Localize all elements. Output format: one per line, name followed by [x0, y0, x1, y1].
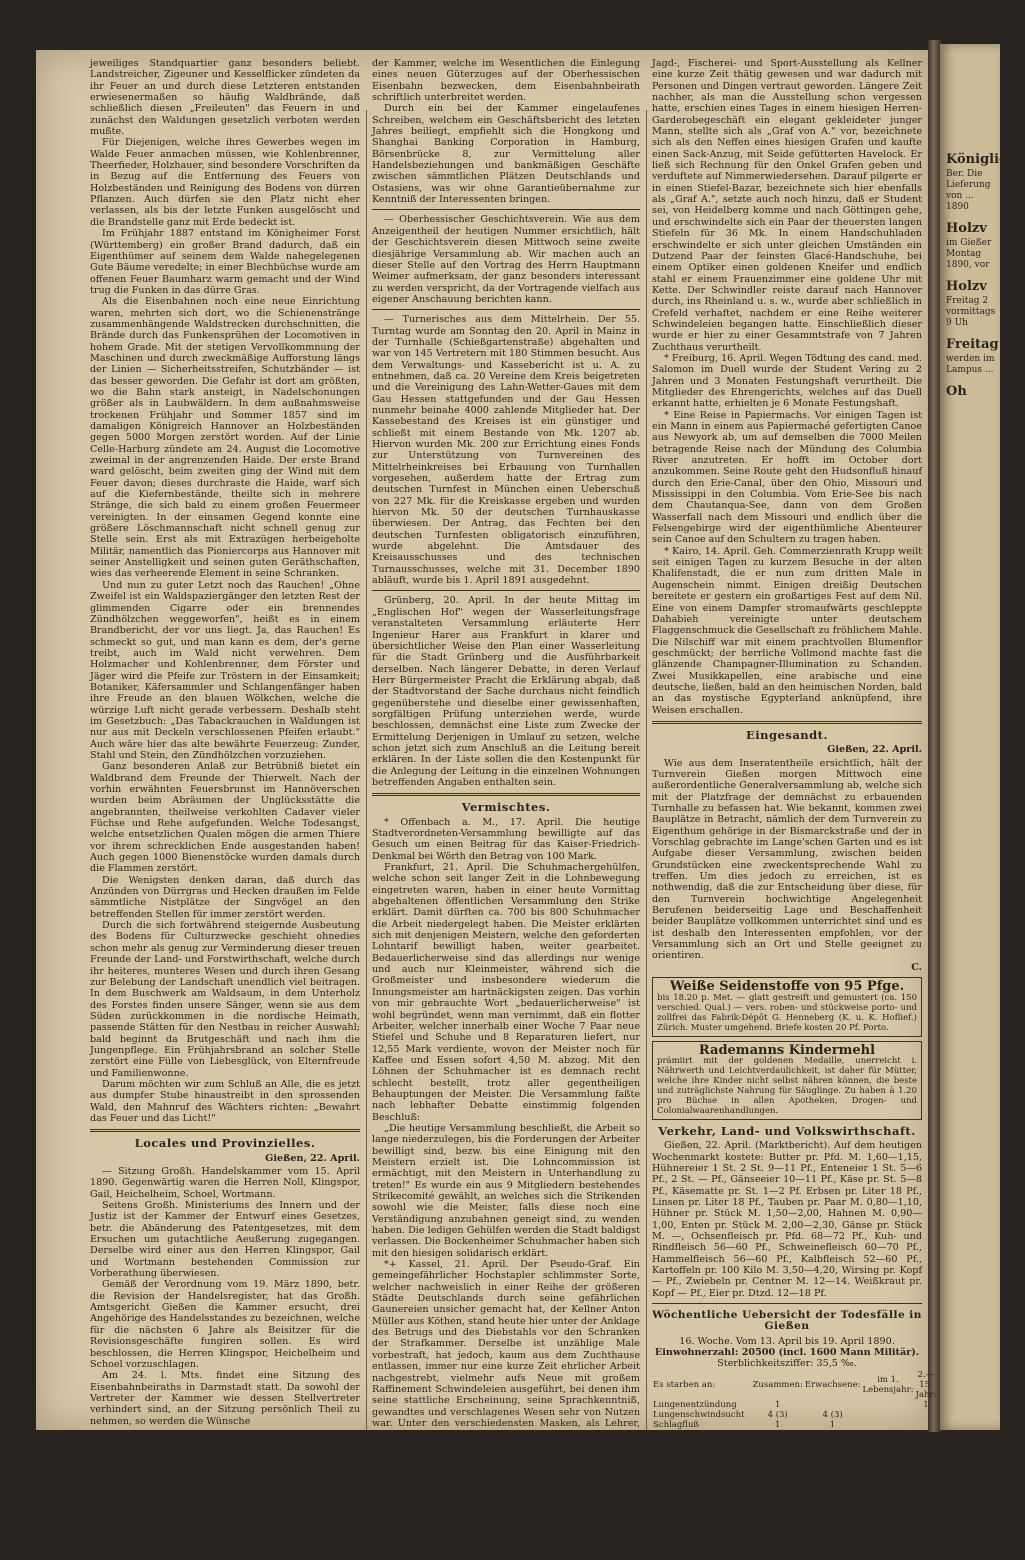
column-divider	[646, 110, 647, 1430]
ad-title: Rademanns Kindermehl	[698, 1042, 876, 1058]
table-cell: 1 (1)	[915, 1469, 937, 1480]
table-cell: 4	[885, 1514, 891, 1525]
facing-page-text	[946, 144, 1025, 401]
facing-text-1: Ber. Die Lieferung von ... 1890	[946, 169, 991, 212]
table-cell: 1	[774, 1499, 781, 1510]
facing-text-2: im Gießer Montag 1890, vor	[946, 238, 992, 270]
table-cell: Altersschwäche	[653, 1499, 721, 1510]
article-paragraph: Gießen, 22. April. (Marktbericht). Auf dem heutigen Wochenmarkt kostete: Butter pr. Pfd. M. 1,60—1,15, Hühnereier 1 St. 2 St. 9—11 Pf., Enteneier 1 St. 5—6 Pf., 2 St. — Pf., Gänseeier 10—11 Pf., Käse pr. St. 5—8 Pf., Käsematte pr. St. 1—2 Pf. Erbsen pr. Liter 18 Pf., Linsen pr. Liter 18 Pf., Tauben pr. Paar M. 0,80—1,10, Hühner pr. Stück M. 1,50—2,00, Hahnen M. 0,90—1,00, Enten pr. Stück M. 2,00—2,30, Gänse pr. Stück M. —, Ochsenfleisch pr. Pfd. 68—72 Pf., Kuh- und Rindfleisch 56—60 Pf., Schweinefleisch 60—70 Pf., Hammelfleisch 56—60 Pf., Kalbfleisch 52—60 Pf., Kartoffeln pr. 100 Kilo M. 3,50—4,20, Wirsing pr. Kopf — Pf., Zwiebeln pr. Centner M. 12—14. Weißkraut pr. Kopf — Pf., Eier pr. Dtzd. 12—18 Pf.	[652, 1140, 922, 1299]
article-paragraph: Und nun zu guter Letzt noch das Rauchen! „Ohne Zweifel ist ein Waldspaziergänger den letzten Rest der glimmenden Cigarre oder ein brennendes Zündhölzchen weggeworfen", heißt es in einem Brandbericht, der vor uns liegt. Ja, das Rauchen! Es schmeckt so gut, und man kann es dem, der's gerne treibt, auch im Wald nicht verwehren. Dem Holzmacher und Kohlenbrenner, dem Förster und Jäger wird die Pfeife zur Tröstern in der Einsamkeit; Botaniker, Käfersammler und Schlangenfänger haben ihre Freude an den blauen Wölkchen, welche die würzige Luft nicht gerade verbessern. Deshalb steht im Gesetzbuch: „Das Tabackrauchen in Waldungen ist nur aus mit Deckeln verschlossenen Pfeifen erlaubt." Auch wäre hier das alte bewährte Feuerzeug: Zunder, Stahl und Stein, den Zündhölzchen vorzuziehen.	[90, 579, 360, 761]
table-row	[652, 1490, 937, 1500]
table-cell: 1	[829, 1419, 836, 1430]
column-3	[652, 58, 937, 1560]
table-cell: 1	[885, 1429, 891, 1440]
table-cell	[861, 1450, 914, 1460]
article-paragraph: — Sitzung Großh. Handelskammer vom 15. April 1890. Gegenwärtig waren die Herren Noll, Klingspor, Gail, Heichelheim, Schoel, Wortmann.	[90, 1166, 360, 1200]
article-paragraph: der Kammer, welche im Wesentlichen die Einlegung eines neuen Güterzuges auf der Oberhessischen Eisenbahn bezwecken, dem Eisenbahnbeirath schriftlich unterbreitet werden.	[372, 58, 640, 104]
table-cell: 1	[774, 1449, 781, 1460]
table-row	[652, 1460, 937, 1470]
table-cell	[915, 1480, 938, 1490]
table-header: 2.—15. Jahr:	[915, 1369, 937, 1400]
table-header: Zusammen:	[752, 1379, 803, 1390]
death-statistics-period: 16. Woche. Vom 13. April bis 19. April 1890.	[679, 1335, 895, 1347]
table-cell: Lungenschwindsucht	[653, 1409, 745, 1420]
table-cell: 4 (3)	[767, 1409, 788, 1420]
dateline: Gießen, 22. April.	[827, 744, 922, 756]
column-divider	[366, 110, 367, 1430]
table-cell: 1 (1)	[767, 1489, 788, 1500]
article-paragraph: Jagd-, Fischerei- und Sport-Ausstellung als Kellner eine kurze Zeit thätig gewesen und war dadurch mit Personen und Dingen vertraut geworden. Längere Zeit nachher, als man die Ausstellung schon vergessen hatte, erschien eines Tages in einem hiesigen Herren-Garderobegeschäft ein elegant gekleideter junger Mann, stellte sich als „Graf von A." vor, bezeichnete sich als den Neffen eines hiesigen Grafen und kaufte einen Sack-Anzug, mit Seide gefütterten Havelock. Er ließ sich Rechnung für den Onkel Grafen geben und verduftete auf Nimmerwiedersehen. Darauf pilgerte er in einen Stiefel-Bazar, bezeichnete sich hier ebenfalls als „Graf A.", setzte auch noch hinzu, daß er Student sei, von Heidelberg komme und nach Göttingen gehe, und erschwindelte sich ein Paar der theuersten langen Stiefeln für 36 Mk. In einem Handschuhladen erschwindelte er sich unter gleichen Umständen ein Dutzend Paar der feinsten Glacé-Handschuhe, bei einem Optiker einen goldenen Kneifer und endlich stahl er einem Frauenzimmer eine goldene Uhr mit Kette. Der Schwindler reiste darauf nach Hannover durch, ins Rheinland u. s. w., wurde aber schließlich in Crefeld verhaftet, nachdem er eine Reihe weiterer Schwindeleien begangen hatte. Einschließlich dieser wurde er hier zu einer Gesammtstrafe von 7 Jahren Zuchthaus verurtheilt.	[652, 58, 922, 353]
table-cell	[804, 1480, 862, 1490]
table-cell: Schlagfluß	[653, 1419, 700, 1430]
table-cell	[915, 1420, 938, 1430]
table-cell: 1	[774, 1459, 781, 1470]
table-row	[652, 1500, 937, 1510]
facing-heading-1: Königliche	[946, 152, 1025, 167]
table-cell: 1	[829, 1499, 836, 1510]
table-cell	[804, 1440, 862, 1450]
article-paragraph: Für Diejenigen, welche ihres Gewerbes wegen im Walde Feuer anmachen müssen, wie Kohlenbrenner, Theerfieder, Holzhauer, sind besondere Vorschriften da in Bezug auf die Entfernung des Feuers von Holzbeständen und Reinigung des Bodens von dürren Pflanzen. Auch dürfen sie den Platz nicht eher verlassen, als bis der letzte Funken ausgelöscht und die Brandstelle ganz mit Erde bedeckt ist.	[90, 137, 360, 228]
table-cell: 8 (3)	[821, 1514, 845, 1525]
table-cell: 1	[774, 1479, 781, 1490]
article-paragraph: Durch ein bei der Kammer eingelaufenes Schreiben, welchem ein Geschäftsbericht des letzten Jahres beiliegt, empfiehlt sich die Hongkong und Shanghai Banking Corporation in Hamburg, Börsenbrücke 8, zur Vermittelung aller Handelsbeziehungen und bankmäßigen Geschäfte zwischen sämmtlichen Plätzen Deutschlands und Ostasiens, was wir ohne Garantieübernahme zur Kenntniß der Interessenten bringen.	[372, 103, 640, 206]
death-statistics-note: Anm. Die in Klammern gesetzten Ziffern geben an, wie viele der Todesfälle in der betreffenden Krankheit auf von Auswärts nach Gießen gebrachte Kranke kommen.	[652, 1529, 922, 1560]
table-cell: 1	[774, 1419, 781, 1430]
article-paragraph: Wie aus dem Inseratentheile ersichtlich, hält der Turnverein Gießen morgen Mittwoch eine außerordentliche Generalversammlung ab, welche sich mit der Platzfrage der demnächst zu erbauenden Turnhalle zu befassen hat. Wie bekannt, kommen zwei Bauplätze in Betracht, nämlich der dem Turnverein zu Eigenthum gehörige in der Bismarckstraße und der in Vorschlag gebrachte im Lange'schen Garten und es ist Aufgabe dieser Versammlung, zwischen beiden Grundstücken eine zweckentsprechende Wahl zu treffen. Um dies jedoch zu erreichen, ist es nothwendig, daß die zur Entscheidung über diese, für den Turnverein hochwichtige Angelegenheit Berufenen beiderseitig Lage und Beschaffenheit beider Bauplätze vollkommen unterrichtet sind und es ist deshalb den Interessenten empfohlen, vor der Versammlung sich an Ort und Stelle geeignet zu orientiren.	[652, 757, 922, 962]
table-cell	[861, 1490, 914, 1500]
facing-heading-2: Holzv	[946, 221, 987, 236]
article-paragraph: * Eine Reise in Papiermachs. Vor einigen Tagen ist ein Mann in einem aus Papiermaché gefertigten Canoe aus Newyork ab, um auf demselben die 7000 Meilen betragende Reise nach der Mündung des Columbia River anzutreten. Er hofft im October dort anzukommen. Seine Route geht den Hudsonfluß hinauf durch den Erie-Canal, über den Ohio, Missouri und Mississippi in den Columbia. Vom Erie-See bis nach dem Chautanqua-See, dann von dem Großen Wasserfall nach dem Missouri und endlich über die Felsengebirge wird der eigenthümliche Abenteurer sein Canoe auf den Schultern zu tragen haben.	[652, 409, 922, 546]
table-cell	[915, 1440, 938, 1450]
table-row	[652, 1480, 937, 1490]
table-cell	[804, 1430, 862, 1440]
table-cell: Diarrhoe	[653, 1459, 692, 1470]
table-header: Es starben an:	[653, 1379, 716, 1390]
table-cell: 1	[774, 1439, 781, 1450]
table-row	[652, 1420, 937, 1430]
article-paragraph: „Die heutige Versammlung beschließt, die Arbeit so lange niederzulegen, bis die Forderungen der Arbeiter bewilligt sind, bezw. bis eine Einigung mit den Meistern erzielt ist. Die Lohncommission ist ermächtigt, mit den Meistern in Unterhandlung zu treten!" Es wurde ein aus 9 Mitgliedern bestehendes Strikecomité gewählt, an welches sich die Strikenden sowohl wie die Meister, falls diese noch eine Verständigung anzubahnen geneigt sind, zu wenden haben. Die ledigen Gehülfen werden die Stadt baldigst verlassen. Die Bockenheimer Schuhmacher haben sich mit den hiesigen solidarisch erklärt.	[372, 1122, 640, 1259]
article-paragraph: * Kairo, 14. April. Geh. Commerzienrath Krupp weilt seit einigen Tagen zu kurzem Besuche in der alten Khalifenstadt, die er nun zum dritten Male in Augenschein nimmt. Einigen dreißig Deutschen bereitete er gestern ein großartiges Fest auf dem Nil. Eine von einem Dampfer stromaufwärts geschleppte Dahabieh vereinigte unter deutschem Flaggenschmuck die Gesellschaft zu fröhlichem Mahle. Die Nilschiff war mit einem prachtvollen Blumenflor geschmückt; der herrliche Vollmond machte fast die glänzende Champagner-Illumination zu Schanden. Zwei Musikkapellen, eine arabische und eine deutsche, ließen, bald an den heimischen Norden, bald an das mystische Egypterland anknüpfend, ihre Weisen erschallen.	[652, 545, 922, 716]
article-paragraph: Die Wenigsten denken daran, daß durch das Anzünden von Dürrgras und Hecken draußen im Felde sämmtliche Nistplätze der Singvögel an den betreffenden Stellen für immer zerstört werden.	[90, 874, 360, 920]
article-paragraph: Als die Eisenbahnen noch eine neue Einrichtung waren, mehrten sich dort, wo die Schienenstränge zusammenhängende Waldstrecken durchschnitten, die Brände durch das Funkensprühen der Locomotiven in hohem Grade. Mit der stetigen Vervollkommnung der Maschinen und durch zweckmäßige Aufforstung längs der Linien — Sicherheitsstreifen, Schutzbänder — ist das besser geworden. Die Gefahr ist dort am größten, wo die Bahn stark ansteigt, in Nadelschonungen größer als in Laubwäldern. In dem außnahmsweise trockenen Frühjahr und Sommer 1857 sind im damaligen Königreich Hannover an Holzbeständen gegen 5000 Morgen zerstört worden. Auf der Linie Celle-Harburg zündete am 24. August die Locomotive zweimal in der angrenzenden Haide. Der erste Brand ward gelöscht, beim zweiten ging der Wind mit dem Feuer davon; dieses durchraste die Haide, warf sich auf die Kiefernbestände, theilte sich in mehrere Stränge, die sich bald zu einem großen Feuermeer vereinigten. In der einsamen Gegend konnte eine größere Löschmannschaft nicht schnell genug zur Stelle sein. Erst als mit Extrazügen herbeigeholte Militär, namentlich das Pioniercorps aus Hannover mit seiner Anstelligkeit und seinen guten Geräthschaften, wies das verheerende Element in seine Schranken.	[90, 296, 360, 580]
article-paragraph: Ganz besonderen Anlaß zur Betrübniß bietet ein Waldbrand dem Freunde der Thierwelt. Nach der vorhin erwähnten Feuersbrunst im Hannöverschen wurden beim Abräumen der Unglücksstätte die angebrannten, theilweise verkohlten Cadaver vieler Füchse und Rehe aufgefunden. Welche Todesangst, welche entsetzlichen Qualen mögen die armen Thiere vor ihrem schrecklichen Ende ausgestanden haben! Auch gegen 1000 Bienenstöcke wurden damals durch die Flammen zerstört.	[90, 761, 360, 875]
column-2	[372, 58, 640, 1486]
ad-body: prämiirt mit der goldenen Medaille, unerreicht i. Nährwerth und Leichtverdaulichkeit, ist daher für Mütter, welche ihre Kinder nicht selbst nähren können, die beste und zuträglichste Nahrung für Säuglinge. Zu haben à 1.20 pro Büchse in allen Apotheken, Drogen- und Colonialwaarenhandlungen.	[657, 1055, 917, 1116]
table-cell: 4 (3)	[822, 1409, 843, 1420]
article-paragraph: Grünberg, 20. April. In der heute Mittag im „Englischen Hof" wegen der Wasserleitungsfrage veranstalteten Versammlung erläuterte Herr Ingenieur Harer aus Frankfurt in klarer und übersichtlicher Weise den Plan einer Wasserleitung für die Stadt Grünberg und die Ausführbarkeit derselben. Nach längerer Debatte, in deren Verlauf Herr Bürgermeister Pracht die Erklärung abgab, daß der Stadtvorstand der Sache durchaus nicht feindlich gegenüberstehe und dieselbe einer gewissenhaften, sorgfältigen Prüfung unterziehen werde, wurde beschlossen, demnächst eine Liste zum Zwecke der Ermittelung Derjenigen in Umlauf zu setzen, welche schon jetzt sich zum Anschluß an die Leitung bereit erklären. In der Liste sollen die den Kostenpunkt für die Anlegung der Leitung in die einzelnen Wohnungen betreffenden Angaben enthalten sein.	[372, 595, 640, 788]
article-rule	[372, 309, 640, 310]
table-cell	[861, 1500, 914, 1510]
table-header-row	[652, 1370, 937, 1400]
table-cell	[861, 1410, 914, 1420]
table-cell: Neubildung im Gehirn	[653, 1469, 750, 1480]
death-statistics-rate: Sterblichkeitsziffer: 35,5 ‰.	[717, 1358, 857, 1370]
table-cell: 1	[774, 1399, 781, 1410]
table-cell: 14 (5)	[763, 1514, 793, 1525]
article-paragraph: — Oberhessischer Geschichtsverein. Wie aus dem Anzeigentheil der heutigen Nummer ersichtlich, hält der Geschichtsverein diesen Mittwoch seine zweite diesjährige Versammlung ab. Wir machen auch an dieser Stelle auf den Vortrag des Herrn Hauptmann Weimer aufmerksam, der ganz besonders interessant zu werden verspricht, da der Vortragende vielfach aus eigener Anschauung berichten kann.	[372, 214, 640, 305]
table-cell	[915, 1430, 938, 1440]
table-row	[652, 1430, 937, 1440]
table-cell: Lungenentzündung	[653, 1399, 737, 1410]
section-heading-local: Locales und Provinzielles.	[134, 1136, 316, 1151]
table-cell	[915, 1500, 938, 1510]
dateline: Gießen, 22. April.	[265, 1152, 360, 1164]
article-paragraph: *+ Kassel, 21. April. Der Pseudo-Graf. Ein gemeingefährlicher Hochstapler schlimmster Sorte, welcher nachweislich in einer Reihe der größeren Städte Deutschlands durch seine gefährlichen Gaunereien unsicher gemacht hat, der Kellner Anton Müller aus Köthen, stand heute hier unter der Anklage des Betrugs und des Diebstahls vor den Schranken der Strafkammer. Derselbe ist unzählige Male vorbestraft, hat jedoch, kaum aus dem Zuchthause entlassen, immer nur eine kurze Zeit ehrlicher Arbeit nachgestrebt, vielmehr aufs Neue mit großem Raffinement Schwindeleien ausgeführt, bei denen ihm seine stattliche Erscheinung, seine Sprachkenntniß, gewandtes und verschlagenes Wesen sehr von Nutzen war. Unter den verschiedensten Masken, als Lehrer, Schauspieler, Student, Collecteur u. s. w., hat er sich in das Vertrauen seiner Mitmenschen eingeschlichen und dieselben auf das Schändlichste betrogen. Seine letzte Gastrolle gab er als „Graf" hier in Kassel. Er war im Sommer v. J. auf der hiesigen	[372, 1259, 640, 1486]
table-cell: Bauchfellentzündung	[653, 1449, 745, 1460]
facing-text-3: Freitag 2 vormittags 9 Uh	[946, 296, 996, 328]
table-cell: 1	[774, 1429, 781, 1440]
table-cell	[915, 1450, 938, 1460]
article-paragraph: Im Frühjahr 1887 entstand im Königheimer Forst (Württemberg) ein großer Brand dadurch, daß ein Eigenthümer auf seinem dem Walde nahegelegenen Gute Bäume veredelte; in einer Blechbüchse wurde am offenen Feuer Baumharz warm gemacht und der Wind trug die Funken in das dürre Gras.	[90, 228, 360, 296]
facing-text-4: werden im Lampus ...	[946, 354, 995, 375]
table-cell	[915, 1410, 938, 1420]
table-cell: Summa:	[653, 1514, 692, 1525]
section-rule	[652, 721, 922, 724]
table-header: im 1. Lebensjahr:	[862, 1374, 914, 1395]
article-paragraph: Am 24. l. Mts. findet eine Sitzung des Eisenbahnbeiraths in Darmstadt statt. Da sowohl der Vertreter der Kammer wie dessen Stellvertreter verhindert sind, an der Sitzung persönlich Theil zu nehmen, so werden die Wünsche	[90, 1370, 360, 1427]
article-paragraph: Durch die sich fortwährend steigernde Ausbeutung des Bodens für Culturzwecke geschieht ohnedies schon mehr als genug zur Verminderung dieser treuen Freunde der Land- und Forstwirthschaft, welche durch ihr heiteres, munteres Wesen und durch ihren Gesang zur Belebung der Landschaft unendlich viel beitragen. In dem Buschwerk am Waldsaum, in dem Unterholz des Forstes finden unsere Sänger, wenn sie aus dem Süden zurückkommen in die nordische Heimath, passende Stätten für den Nestbau in reicher Auswahl; bald beginnt da Brutgeschäft und nach ihm die Jungenpflege. Ein Frühjahrsbrand an solcher Stelle zerstört eine Fülle von Liebesglück, von Elternfreude und Familienwonne.	[90, 920, 360, 1079]
table-cell	[861, 1420, 914, 1430]
article-rule	[372, 209, 640, 210]
facing-heading-5: Oh	[946, 384, 967, 399]
table-cell	[915, 1490, 938, 1500]
table-cell: 1 (1)	[822, 1489, 843, 1500]
advertisement-kindermehl	[652, 1041, 922, 1120]
section-heading-market: Verkehr, Land- und Volkswirthschaft.	[658, 1123, 916, 1138]
article-paragraph: Seitens Großh. Ministeriums des Innern und der Justiz ist der Kammer der Entwurf eines Gesetzes, betr. die Abänderung des Patentgesetzes, mit dem Ersuchen um gutachtliche Aeußerung zugegangen. Derselbe wird einer aus den Herren Klingspor, Gail und Wortmann bestehenden Commission zur Vorberathung überwiesen.	[90, 1200, 360, 1280]
article-paragraph: — Turnerisches aus dem Mittelrhein. Der 55. Turntag wurde am Sonntag den 20. April in Mainz in der Turnhalle (Schießgartenstraße) abgehalten und war von 145 Vertretern mit 180 Stimmen besucht. Aus dem Verwaltungs- und Kassebericht ist u. A. zu entnehmen, daß ca. 20 Vereine dem Kreis beigetreten und die Vereinigung des Lahn-Wetter-Gaues mit dem Gau Hessen stattgefunden und der Gau Hessen nunmehr beinahe 4000 zahlende Mitglieder hat. Der Kassebestand des Kreises ist ein günstiger und schließt mit einem Bestande von Mk. 1207 ab. Hiervon wurden Mk. 200 zur Errichtung eines Fonds zur Unterstützung von Turnvereinen des Mittelrheinkreises bei Erbauung von Turnhallen vorgesehen, außerdem hatte der Ertrag zum deutschen Turnfest in München einen Ueberschuß von 227 Mk. für die Kreiskasse ergeben und wurden hiervon Mk. 50 der deutschen Turnhauskasse überwiesen. Der Antrag, das Fechten bei den deutschen Turnfesten obligatorisch einzuführen, wurde abgelehnt. Die Amtsdauer des Kreisausschusses und des technischen Turnausschusses, welche mit 31. December 1890 abläuft, wurde bis 1. April 1891 ausgedehnt.	[372, 314, 640, 587]
article-paragraph: Frankfurt, 21. April. Die Schuhmachergehülfen, welche schon seit langer Zeit in die Lohnbewegung eingetreten waren, haben in einer heute Vormittag abgehaltenen öffentlichen Versammlung den Strike erklärt. Damit dürften ca. 700 bis 800 Schuhmacher die Arbeit niedergelegt haben. Die Meister erklärten sich mit denjenigen Meistern, welche den geforderten Lohntarif bewilligt haben, weiter gearbeitet. Bedauerlicherweise sind das allerdings nur wenige und auch nur Kleinmeister, während sich die Großmeister und insbesondere wiederum die Innungsmeister am hartnäckigsten zeigen. Das vorhin von mir gebrauchte Wort „bedauerlicherweise" ist wohl begründet, wenn man vernimmt, daß ein flotter Arbeiter, welcher innerhalb einer Woche 7 Paar neue Stiefel und Schuhe und 8 Reparaturen liefert, nur 12,55 Mark verdiente, wovon der Meister noch für Kaffee und Essen sofort 4,50 M. abzog. Mit den Löhnen der Schuhmacher ist es demnach recht schlecht bestellt, trotz aller gegentheiligen Behauptungen der Meister. Die Versammlung faßte nach lebhafter Debatte einstimmig folgenden Beschluß:	[372, 862, 640, 1123]
facing-heading-4: Freitag	[946, 337, 999, 352]
table-cell: 1	[885, 1479, 891, 1490]
death-statistics-population: Einwohnerzahl: 20500 (incl. 1600 Mann Militär).	[654, 1347, 920, 1359]
table-cell: 1	[829, 1449, 836, 1460]
advertisement-silk	[652, 977, 922, 1036]
table-cell: 1	[885, 1459, 891, 1470]
section-heading-sent: Eingesandt.	[746, 727, 828, 742]
table-row	[652, 1440, 937, 1450]
facing-heading-3: Holzv	[946, 279, 987, 294]
table-row	[652, 1470, 937, 1480]
table-row	[652, 1450, 937, 1460]
table-row	[652, 1510, 937, 1530]
table-cell	[861, 1470, 914, 1480]
ad-title: Weiße Seidenstoffe von 95 Pfge.	[669, 979, 905, 995]
table-cell: 1 (1)	[767, 1469, 788, 1480]
section-rule	[90, 1129, 360, 1132]
signature: C.	[911, 961, 922, 973]
death-statistics-table	[652, 1370, 937, 1530]
table-row	[652, 1410, 937, 1420]
table-cell: 2 (1)	[918, 1509, 933, 1530]
section-rule	[372, 793, 640, 796]
table-cell	[804, 1460, 862, 1470]
table-header: Erwachsene:	[804, 1379, 861, 1390]
table-cell: Lebensschwäche	[653, 1439, 727, 1450]
article-paragraph: * Freiburg, 16. April. Wegen Tödtung des cand. med. Salomon im Duell wurde der Student Vering zu 2 Jahren und 3 Monaten Festungshaft verurtheilt. Die Mitglieder des Ehrengerichts, welches auf das Duell erkannt hatte, erhielten je 6 Monate Festungshaft.	[652, 352, 922, 410]
table-cell: 1	[885, 1439, 891, 1450]
section-heading-misc: Vermischtes.	[461, 800, 551, 815]
table-cell	[804, 1470, 862, 1480]
article-paragraph: Darum möchten wir zum Schluß an Alle, die es jetzt aus dumpfer Stube hinaustreibt in den sprossenden Wald, den Mahnruf des Wächters richten: „Bewahrt das Feuer und das Licht!"	[90, 1078, 360, 1124]
table-cell: 1	[923, 1399, 929, 1410]
article-paragraph: Gemäß der Verordnung vom 19. März 1890, betr. die Revision der Handelsregister, hat das Großh. Amtsgericht Gießen die Kammer ersucht, drei Angehörige des Handelsstandes zu bezeichnen, welche für die nächsten 6 Jahre als Beisitzer für die Revisionsgeschäfte fungiren sollen. Es wird beschlossen, die Herren Klingspor, Heichelheim und Schoel vorzuschlagen.	[90, 1279, 360, 1370]
table-cell: Stimmritzenkrampf	[653, 1429, 738, 1440]
table-cell	[804, 1400, 862, 1410]
article-paragraph: * Offenbach a. M., 17. April. Die heutige Stadtverordneten-Versammlung bewilligte auf das Gesuch um einen Beitrag für das Kaiser-Friedrich-Denkmal bei Wörth den Betrag von 100 Mark.	[372, 816, 640, 862]
article-rule	[372, 590, 640, 591]
table-cell	[915, 1460, 938, 1470]
article-paragraph: jeweiliges Standquartier ganz besonders beliebt. Landstreicher, Zigeuner und Kesselflicker zündeten da ihr Feuer an und durch diese Letzteren entstanden erwiesenermaßen so häufig Waldbrände, daß schließlich diesen „Freileuten" das Feuern in und zunächst den Waldungen gesetzlich verboten werden mußte.	[90, 58, 360, 138]
table-cell: Knochenmarkentzünd.	[653, 1489, 751, 1500]
table-cell: Krämpfen	[653, 1479, 696, 1490]
table-row	[652, 1400, 937, 1410]
ad-body: bis 18.20 p. Met. — glatt gestreift und gemustert (ca. 150 verschied. Qual.) — vers. roben- und stückweise porto- und zollfrei das Fabrik-Dépôt G. Henneberg (K. u. K. Hoflief.) Zürich. Muster umgehend. Briefe kosten 20 Pf. Porto.	[657, 992, 917, 1033]
table-cell	[861, 1400, 914, 1410]
column-1	[90, 58, 360, 1427]
death-statistics-title: Wöchentliche Uebersicht der Todesfälle in Gießen	[652, 1309, 922, 1333]
article-rule	[652, 1303, 922, 1304]
facing-page-edge	[940, 44, 1025, 1430]
